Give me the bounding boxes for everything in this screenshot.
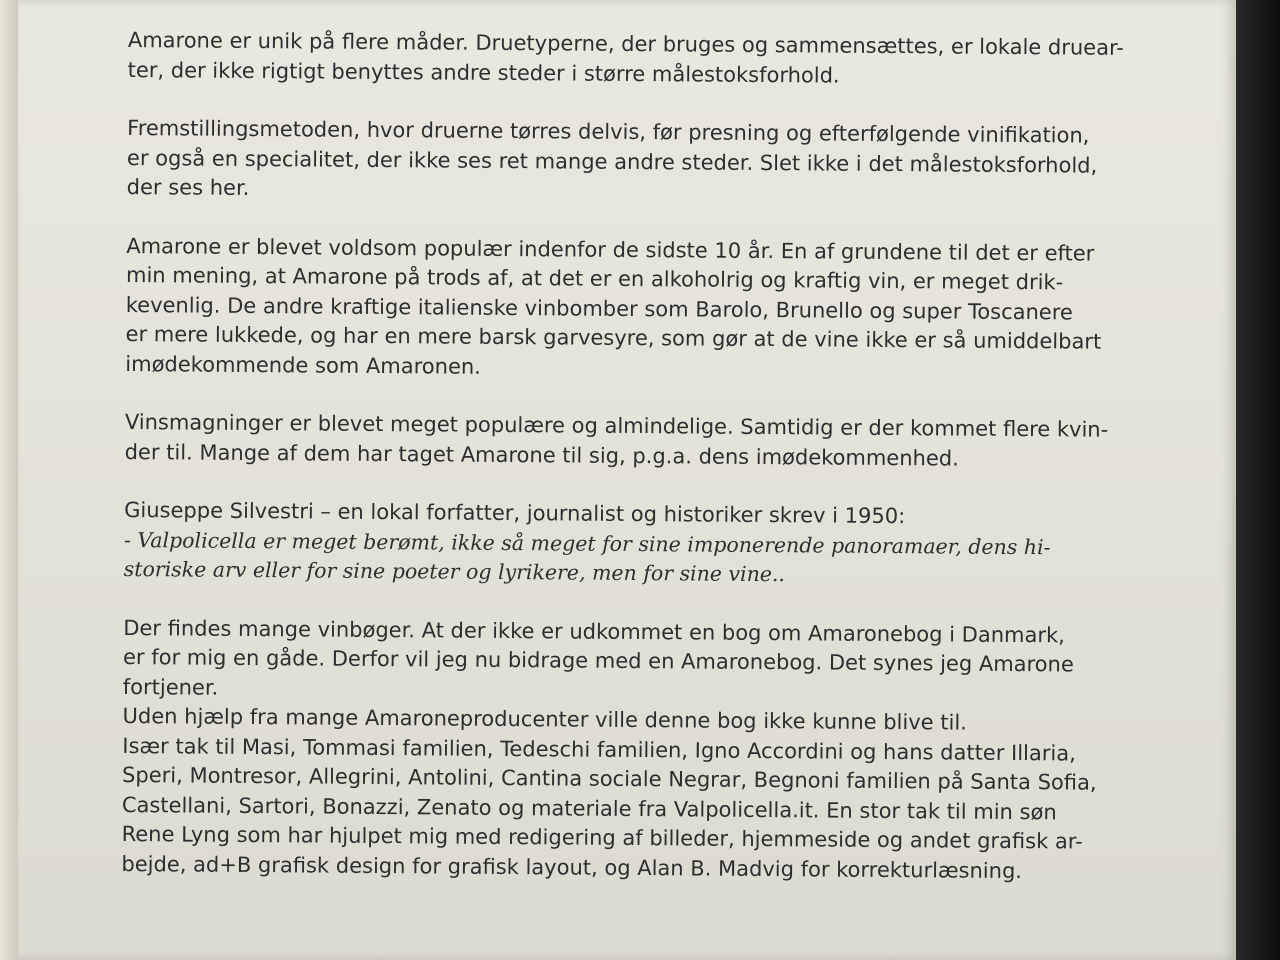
text-line: Uden hjælp fra mange Amaroneproducenter ville denne bog ikke kunne blive til. (122, 703, 967, 735)
text-line: er mere lukkede, og har en mere barsk garvesyre, som gør at de vine ikke er så umiddelbart (125, 321, 1102, 354)
text-line: fortjener. (122, 674, 219, 700)
text-line: Fremstillingsmetoden, hvor druerne tørres delvis, før presning og efterfølgende vinifikation, (127, 115, 1090, 148)
quote-line: storiske arv eller for sine poeter og lyrikere, men for sine vine.. (123, 556, 786, 587)
text-line: Amarone er unik på flere måder. Druetyperne, der bruges og sammensættes, er lokale druear- (127, 27, 1124, 60)
text-line: imødekommende som Amaronen. (125, 351, 482, 379)
text-line: Castellani, Sartori, Bonazzi, Zenato og materiale fra Valpolicella.it. En stor tak til min søn (121, 792, 1057, 824)
paragraph-tastings (124, 408, 1109, 475)
quote-intro: Giuseppe Silvestri – en lokal forfatter, journalist og historiker skrev i 1950: (124, 497, 906, 529)
text-line: der ses her. (126, 174, 250, 200)
text-line: Speri, Montresor, Allegrini, Antolini, Cantina sociale Negrar, Begnoni familien på Santa Sofia, (122, 762, 1097, 795)
text-line: er også en specialitet, der ikke ses ret mange andre steder. Slet ikke i det målestoksforhold, (126, 145, 1098, 178)
text-line: Rene Lyng som har hjulpet mig med redigering af billeder, hjemmeside og andet grafisk ar- (121, 821, 1083, 854)
paragraph-quote (124, 496, 1083, 592)
paragraph-unique (127, 26, 1124, 93)
text-line: er for mig en gåde. Derfor vil jeg nu bidrage med en Amaronebog. Det synes jeg Amarone (122, 644, 1074, 677)
paragraph-closing (121, 613, 1097, 886)
text-line: Amarone er blevet voldsom populær indenfor de sidste 10 år. En af grundene til det er efter (126, 233, 1095, 266)
text-line: Vinsmagninger er blevet meget populære og almindelige. Samtidig er der kommet flere kvin- (124, 409, 1109, 442)
text-line: min mening, at Amarone på trods af, at det er en alkoholrig og kraftig vin, er meget drik- (125, 262, 1064, 295)
text-line: kevenlig. De andre kraftige italienske vinbomber som Barolo, Brunello og super Toscanere (125, 292, 1073, 324)
page-edge-dark (1236, 0, 1280, 960)
page-text (121, 26, 1124, 886)
text-line: der til. Mange af dem har taget Amarone til sig, p.g.a. dens imødekommenhed. (124, 439, 959, 471)
text-line: Der findes mange vinbøger. At der ikke er udkommet en bog om Amaronebog i Danmark, (123, 615, 1065, 647)
text-line: bejde, ad+B grafisk design for grafisk layout, og Alan B. Madvig for korrekturlæsning. (121, 851, 1023, 883)
paragraph-method (126, 114, 1098, 210)
paragraph-popularity (125, 231, 1102, 386)
text-line: ter, der ikke rigtigt benyttes andre steder i større målestoksforhold. (127, 57, 840, 88)
text-line: Især tak til Masi, Tommasi familien, Tedeschi familien, Igno Accordini og hans datter Illaria, (122, 733, 1076, 765)
quote-line: - Valpolicella er meget berømt, ikke så meget for sine imponerende panoramaer, dens hi- (123, 527, 1051, 559)
